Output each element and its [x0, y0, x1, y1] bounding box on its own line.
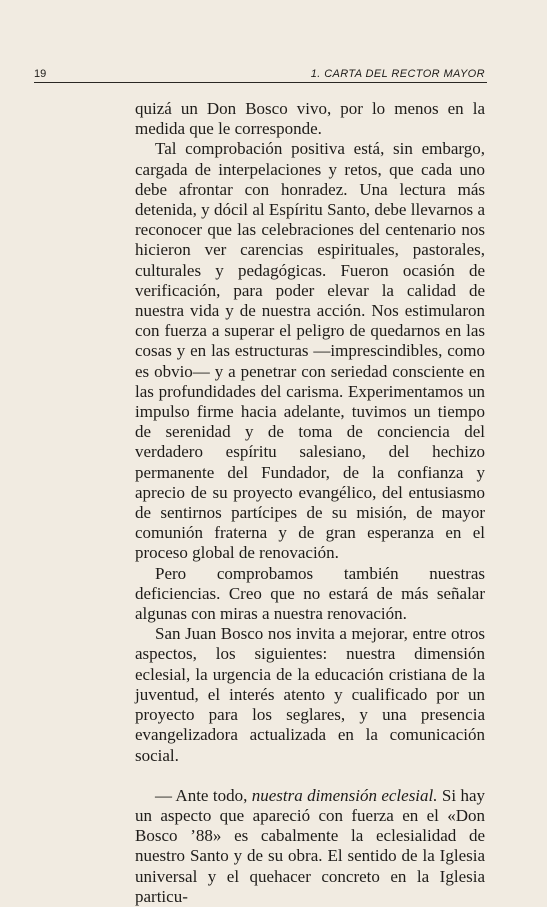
paragraph-5-lead: — Ante todo, — [155, 785, 252, 805]
paragraph-4: San Juan Bosco nos invita a mejorar, entre otros aspectos, los siguientes: nuestra dimensión eclesial, la urgencia de la educación cristiana de la juventud, el interés atento y cualificado por un proyecto para los seglares, y una presencia evangelizadora actualizada en la comunicación social. — [135, 624, 485, 765]
paragraph-5 — [135, 786, 485, 907]
paragraph-2: Tal comprobación positiva está, sin embargo, cargada de interpelaciones y retos, que cada uno debe afrontar con honradez. Una lectura más detenida, y dócil al Espíritu Santo, debe llevarnos a reconocer que las celebraciones del centenario nos hicieron ver carencias espirituales, pastorales, culturales y pedagógicas. Fueron ocasión de verificación, para poder elevar la calidad de nuestra vida y de nuestra acción. Nos estimularon con fuerza a superar el peligro de quedarnos en las cosas y en las estructuras —imprescindibles, como es obvio— y a penetrar con seriedad consciente en las profundidades del carisma. Experimentamos un impulso firme hacia adelante, tuvimos un tiempo de serenidad y de toma de conciencia del verdadero espíritu salesiano, del hechizo permanente del Fundador, de la confianza y aprecio de su proyecto evangélico, del entusiasmo de sentirnos partícipes de su misión, de mayor comunión fraterna y de gran esperanza en el proceso global de renovación. — [135, 139, 485, 563]
paragraph-1: quizá un Don Bosco vivo, por lo menos en la medida que le corresponde. — [135, 99, 485, 139]
paragraph-5-rest: Si hay un aspecto que apareció con fuerza en el «Don Bosco ’88» es cabalmente la eclesialidad de nuestro Santo y de su obra. El sentido de la Iglesia universal y el quehacer concreto en la Iglesia particu- — [135, 785, 485, 906]
running-head — [34, 66, 487, 83]
chapter-title: 1. CARTA DEL RECTOR MAYOR — [310, 68, 485, 80]
paragraph-3: Pero comprobamos también nuestras deficiencias. Creo que no estará de más señalar algunas con miras a nuestra renovación. — [135, 563, 485, 624]
page-number: 19 — [34, 68, 47, 80]
paragraph-5-emphasis: nuestra dimensión eclesial. — [251, 785, 438, 805]
body-text — [135, 99, 485, 907]
